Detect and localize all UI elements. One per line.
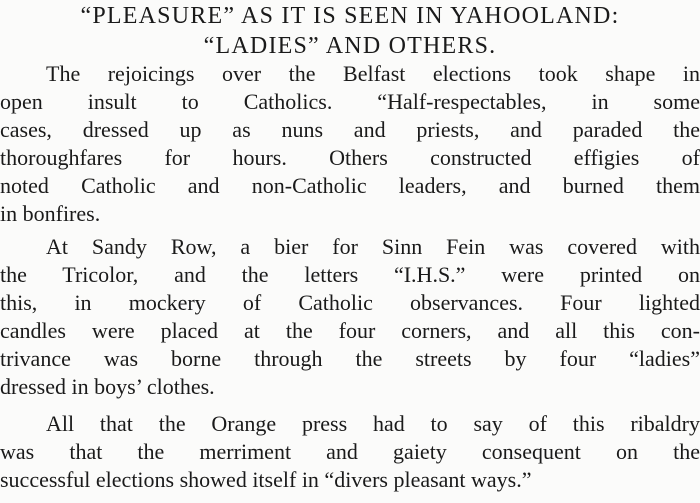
paragraph-3-line-2: was that the merriment and gaiety consequent on the [0,439,700,464]
paragraph-1-line-2: open insult to Catholics. “Half-respectables, in some [0,89,700,114]
paragraph-2-line-1: At Sandy Row, a bier for Sinn Fein was covered with [46,234,700,259]
paragraph-1-line-6: in bonfires. [0,201,101,226]
paragraph-1-line-4: thoroughfares for hours. Others constructed effigies of [0,145,700,170]
paragraph-2-line-5: trivance was borne through the streets by four “ladies” [0,346,700,371]
paragraph-1-line-3: cases, dressed up as nuns and priests, and paraded the [0,117,700,142]
paragraph-2-line-4: candles were placed at the four corners, and all this con- [0,318,700,343]
paragraph-1-line-5: noted Catholic and non-Catholic leaders, and burned them [0,173,700,198]
paragraph-2-line-2: the Tricolor, and the letters “I.H.S.” were printed on [0,262,700,287]
paragraph-2-line-3: this, in mockery of Catholic observances. Four lighted [0,290,700,315]
paragraph-3-line-1: All that the Orange press had to say of this ribaldry [46,411,700,436]
headline-line-1: “PLEASURE” AS IT IS SEEN IN YAHOOLAND: [80,3,620,29]
headline-line-2: “LADIES” AND OTHERS. [203,33,497,59]
paragraph-2-line-6: dressed in boys’ clothes. [0,374,215,399]
paragraph-1-line-1: The rejoicings over the Belfast elections took shape in [46,61,700,86]
paragraph-3-line-3: successful elections showed itself in “divers pleasant ways.” [0,467,532,492]
